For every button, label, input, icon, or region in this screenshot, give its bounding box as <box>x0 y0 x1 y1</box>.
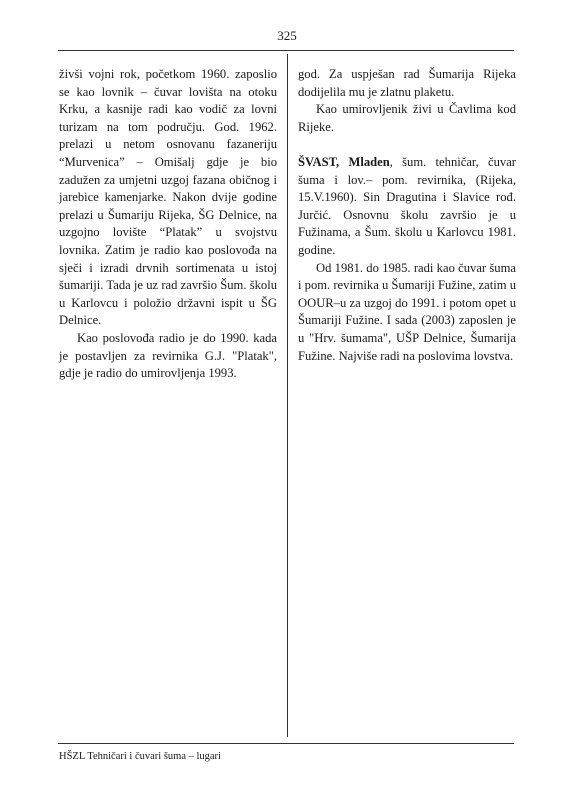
footer-rule <box>58 743 514 744</box>
right-paragraph-4: Od 1981. do 1985. radi kao čuvar šuma i pom. revirnika u Šumariji Fužine, zatim u OOUR–u za uzgoj do 1991. i potom opet u Šumariji Fužine. I sada (2003) zaposlen je u "Hrv. šumama", UŠP Delnice, Šumarija Fužine. Najviše radi na poslovima lovstva. <box>298 260 516 363</box>
right-column <box>298 66 516 365</box>
header-rule <box>58 50 514 51</box>
entry-name: ŠVAST, Mladen <box>298 154 390 169</box>
footer-text: HŠZL Tehničari i čuvari šuma – lugari <box>59 751 221 762</box>
entry-text: , šum. tehničar, čuvar šuma i lov.– pom. revirnika, (Rijeka, 15.V.1960). Sin Dragutina i Slavice rođ. Jurčić. Osnovnu školu završio je u Fužinama, a Šum. školu u Karlovcu 1981. godine. <box>298 154 516 257</box>
column-divider <box>287 54 288 737</box>
left-paragraph-1: živši vojni rok, početkom 1960. zaposlio se kao lovnik – čuvar lovišta na otoku Krku, a kasnije radi kao vodič za lovni turizam na tom području. God. 1962. prelazi u netom osnovanu fazaneriju “Murvenica” – Omišalj gdje je bio zadužen za umjetni uzgoj fazana običnog i jarebice kamenjarke. Nakon dvije godine prelazi u Šumariju Rijeka, ŠG Delnice, na uzgojno lovište “Platak” u svojstvu lovnika. Zatim je radio kao poslovođa na sječi i izradi drvnih sortimenata u istoj šumariji. Tada je uz rad završio Šum. školu u Karlovcu i položio državni ispit u ŠG Delnice. <box>59 67 277 328</box>
left-paragraph-2: Kao poslovođa radio je do 1990. kada je postavljen za revirnika G.J. "Platak", gdje je radio do umirovljenja 1993. <box>59 330 277 381</box>
left-column <box>59 66 277 383</box>
right-paragraph-1: god. Za uspješan rad Šumarija Rijeka dodijelila mu je zlatnu plaketu. <box>298 67 516 99</box>
biography-entry <box>298 154 516 260</box>
right-paragraph-2: Kao umirovljenik živi u Čavlima kod Rijeke. <box>298 102 516 134</box>
page-number: 325 <box>277 28 297 43</box>
